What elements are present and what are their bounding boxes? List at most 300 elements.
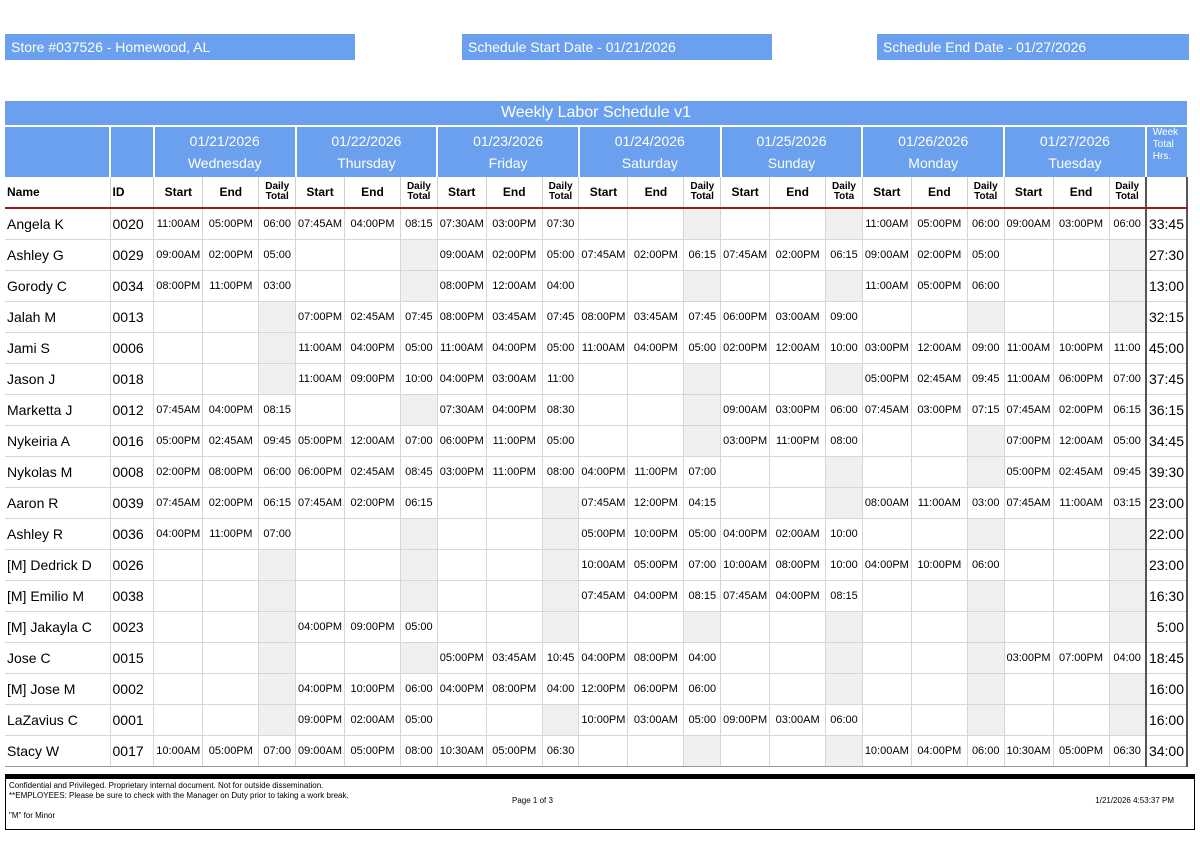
week-total: 39:30 bbox=[1146, 457, 1187, 488]
employee-id: 0008 bbox=[110, 457, 154, 488]
shift-start: 10:00AM bbox=[579, 550, 628, 581]
column-start: Start bbox=[437, 177, 486, 208]
shift-daily-total: 10:00 bbox=[826, 550, 863, 581]
shift-end-empty bbox=[770, 208, 826, 240]
shift-end-empty bbox=[486, 705, 542, 736]
employee-id: 0018 bbox=[110, 364, 154, 395]
shift-daily-total: 05:00 bbox=[401, 333, 438, 364]
employee-id: 0017 bbox=[110, 736, 154, 767]
shift-end-empty bbox=[1053, 240, 1109, 271]
shift-end-empty bbox=[344, 240, 400, 271]
week-total-label-line: Hrs. bbox=[1152, 151, 1172, 162]
shift-end: 11:00PM bbox=[486, 457, 542, 488]
shift-start: 06:00PM bbox=[437, 426, 486, 457]
shift-end: 12:00PM bbox=[628, 488, 684, 519]
column-end: End bbox=[344, 177, 400, 208]
shift-daily-total: 06:30 bbox=[1109, 736, 1146, 767]
shift-end: 07:00PM bbox=[1053, 643, 1109, 674]
shift-start: 11:00AM bbox=[154, 208, 203, 240]
shift-daily-total-empty bbox=[826, 457, 863, 488]
daily-total-label-line: Tota bbox=[833, 191, 855, 202]
shift-end: 11:00AM bbox=[1053, 488, 1109, 519]
shift-end-empty bbox=[1053, 705, 1109, 736]
shift-end-empty bbox=[203, 705, 259, 736]
shift-start: 09:00AM bbox=[296, 736, 345, 767]
week-total: 22:00 bbox=[1146, 519, 1187, 550]
shift-daily-total: 11:00 bbox=[1109, 333, 1146, 364]
shift-end-empty bbox=[486, 581, 542, 612]
week-total: 36:15 bbox=[1146, 395, 1187, 426]
shift-start: 03:00PM bbox=[437, 457, 486, 488]
shift-daily-total: 06:00 bbox=[1109, 208, 1146, 240]
column-daily-total bbox=[401, 177, 438, 208]
shift-start: 07:45AM bbox=[721, 240, 770, 271]
shift-daily-total: 07:30 bbox=[542, 208, 579, 240]
shift-daily-total: 10:00 bbox=[826, 519, 863, 550]
week-total: 23:00 bbox=[1146, 550, 1187, 581]
shift-end-empty bbox=[628, 271, 684, 302]
shift-end-empty bbox=[203, 302, 259, 333]
shift-end: 02:45AM bbox=[344, 302, 400, 333]
shift-daily-total-empty bbox=[967, 581, 1004, 612]
shift-end: 11:00PM bbox=[770, 426, 826, 457]
shift-daily-total: 05:00 bbox=[684, 333, 721, 364]
table-row bbox=[5, 705, 1187, 736]
table-row bbox=[5, 457, 1187, 488]
shift-end-empty bbox=[628, 395, 684, 426]
shift-daily-total: 06:15 bbox=[684, 240, 721, 271]
shift-end: 08:00PM bbox=[770, 550, 826, 581]
table-row bbox=[5, 208, 1187, 240]
shift-daily-total-empty bbox=[826, 674, 863, 705]
shift-end: 05:00PM bbox=[628, 550, 684, 581]
shift-start: 07:45AM bbox=[1004, 488, 1053, 519]
column-daily-total bbox=[259, 177, 296, 208]
schedule-table bbox=[5, 101, 1188, 767]
shift-end: 02:45AM bbox=[911, 364, 967, 395]
shift-start-empty bbox=[1004, 581, 1053, 612]
shift-daily-total-empty bbox=[259, 612, 296, 643]
day-date-1: 01/22/2026 bbox=[296, 126, 438, 149]
employee-name: Nykolas M bbox=[5, 457, 110, 488]
shift-daily-total: 05:00 bbox=[542, 240, 579, 271]
shift-daily-total: 09:00 bbox=[967, 333, 1004, 364]
shift-daily-total: 06:00 bbox=[967, 271, 1004, 302]
shift-start-empty bbox=[862, 612, 911, 643]
shift-end: 04:00PM bbox=[203, 395, 259, 426]
day-name-1: Thursday bbox=[296, 149, 438, 177]
shift-daily-total-empty bbox=[684, 364, 721, 395]
shift-start: 11:00AM bbox=[1004, 364, 1053, 395]
shift-daily-total-empty bbox=[259, 333, 296, 364]
shift-end: 04:00PM bbox=[770, 581, 826, 612]
shift-daily-total: 06:30 bbox=[542, 736, 579, 767]
shift-daily-total-empty bbox=[401, 240, 438, 271]
shift-daily-total: 05:00 bbox=[967, 240, 1004, 271]
day-date-4: 01/25/2026 bbox=[721, 126, 863, 149]
shift-end: 11:00PM bbox=[486, 426, 542, 457]
shift-end-empty bbox=[911, 674, 967, 705]
shift-start-empty bbox=[296, 519, 345, 550]
shift-daily-total: 06:00 bbox=[259, 457, 296, 488]
week-total: 34:00 bbox=[1146, 736, 1187, 767]
shift-end-empty bbox=[344, 643, 400, 674]
shift-end: 10:00PM bbox=[1053, 333, 1109, 364]
shift-daily-total: 10:00 bbox=[826, 333, 863, 364]
column-start: Start bbox=[862, 177, 911, 208]
shift-start-empty bbox=[579, 395, 628, 426]
column-end: End bbox=[1053, 177, 1109, 208]
shift-daily-total: 07:00 bbox=[1109, 364, 1146, 395]
shift-daily-total-empty bbox=[1109, 240, 1146, 271]
employee-id: 0038 bbox=[110, 581, 154, 612]
shift-end-empty bbox=[203, 612, 259, 643]
shift-daily-total: 06:15 bbox=[259, 488, 296, 519]
table-row bbox=[5, 612, 1187, 643]
schedule-end-date: Schedule End Date - 01/27/2026 bbox=[877, 34, 1189, 60]
shift-end: 04:00PM bbox=[486, 333, 542, 364]
shift-end: 11:00AM bbox=[911, 488, 967, 519]
shift-daily-total: 05:00 bbox=[401, 705, 438, 736]
employee-name: Ashley G bbox=[5, 240, 110, 271]
shift-start: 05:00PM bbox=[862, 364, 911, 395]
shift-start: 05:00PM bbox=[154, 426, 203, 457]
shift-daily-total-empty bbox=[401, 550, 438, 581]
shift-daily-total: 04:00 bbox=[684, 643, 721, 674]
page-footer bbox=[5, 774, 1195, 830]
shift-daily-total: 07:00 bbox=[259, 736, 296, 767]
shift-end-empty bbox=[1053, 581, 1109, 612]
store-label: Store #037526 - Homewood, AL bbox=[5, 34, 355, 60]
day-date-5: 01/26/2026 bbox=[862, 126, 1004, 149]
shift-start-empty bbox=[1004, 271, 1053, 302]
shift-end-empty bbox=[1053, 550, 1109, 581]
shift-daily-total-empty bbox=[967, 674, 1004, 705]
shift-start-empty bbox=[154, 612, 203, 643]
shift-start-empty bbox=[721, 364, 770, 395]
shift-end-empty bbox=[1053, 674, 1109, 705]
shift-daily-total-empty bbox=[401, 519, 438, 550]
shift-start: 04:00PM bbox=[437, 364, 486, 395]
week-total: 18:45 bbox=[1146, 643, 1187, 674]
table-row bbox=[5, 488, 1187, 519]
column-daily-total bbox=[1109, 177, 1146, 208]
shift-start: 04:00PM bbox=[296, 674, 345, 705]
shift-start-empty bbox=[154, 364, 203, 395]
shift-daily-total: 08:15 bbox=[401, 208, 438, 240]
shift-daily-total: 08:15 bbox=[259, 395, 296, 426]
shift-end: 05:00PM bbox=[344, 736, 400, 767]
shift-daily-total-empty bbox=[1109, 705, 1146, 736]
daily-total-label-line: Total bbox=[407, 191, 431, 202]
shift-start-empty bbox=[154, 643, 203, 674]
shift-daily-total-empty bbox=[259, 674, 296, 705]
employee-id: 0023 bbox=[110, 612, 154, 643]
shift-daily-total-empty bbox=[684, 612, 721, 643]
shift-start-empty bbox=[154, 674, 203, 705]
shift-daily-total: 09:00 bbox=[826, 302, 863, 333]
shift-start: 02:00PM bbox=[154, 457, 203, 488]
employee-name: Stacy W bbox=[5, 736, 110, 767]
shift-start-empty bbox=[579, 208, 628, 240]
shift-daily-total-empty bbox=[259, 364, 296, 395]
week-total: 16:00 bbox=[1146, 674, 1187, 705]
shift-end-empty bbox=[344, 550, 400, 581]
shift-start-empty bbox=[862, 457, 911, 488]
day-name-0: Wednesday bbox=[154, 149, 296, 177]
week-total-header bbox=[1146, 126, 1187, 177]
shift-end-empty bbox=[486, 488, 542, 519]
shift-end-empty bbox=[344, 519, 400, 550]
shift-end-empty bbox=[911, 457, 967, 488]
shift-end: 10:00PM bbox=[628, 519, 684, 550]
shift-start-empty bbox=[437, 519, 486, 550]
employee-name: [M] Jose M bbox=[5, 674, 110, 705]
employee-id: 0020 bbox=[110, 208, 154, 240]
shift-daily-total: 07:00 bbox=[401, 426, 438, 457]
shift-end-empty bbox=[770, 271, 826, 302]
shift-start-empty bbox=[1004, 302, 1053, 333]
shift-end-empty bbox=[770, 612, 826, 643]
column-start: Start bbox=[1004, 177, 1053, 208]
employee-id: 0013 bbox=[110, 302, 154, 333]
week-total: 23:00 bbox=[1146, 488, 1187, 519]
column-daily-total bbox=[826, 177, 863, 208]
shift-start: 10:00PM bbox=[579, 705, 628, 736]
week-total-label-line: Total bbox=[1152, 139, 1174, 150]
shift-daily-total: 05:00 bbox=[401, 612, 438, 643]
week-total: 27:30 bbox=[1146, 240, 1187, 271]
shift-start-empty bbox=[437, 581, 486, 612]
shift-daily-total-empty bbox=[259, 581, 296, 612]
shift-daily-total-empty bbox=[826, 208, 863, 240]
shift-start-empty bbox=[296, 643, 345, 674]
week-total-label-line: Week bbox=[1152, 127, 1179, 138]
shift-end: 03:45AM bbox=[486, 643, 542, 674]
shift-daily-total-empty bbox=[259, 302, 296, 333]
shift-start-empty bbox=[862, 426, 911, 457]
shift-end: 04:00PM bbox=[486, 395, 542, 426]
shift-daily-total-empty bbox=[542, 705, 579, 736]
column-daily-total bbox=[967, 177, 1004, 208]
employee-name: Marketta J bbox=[5, 395, 110, 426]
table-row bbox=[5, 674, 1187, 705]
table-row bbox=[5, 426, 1187, 457]
shift-daily-total: 07:45 bbox=[401, 302, 438, 333]
shift-daily-total: 10:00 bbox=[401, 364, 438, 395]
shift-end: 05:00PM bbox=[911, 271, 967, 302]
table-row bbox=[5, 581, 1187, 612]
shift-daily-total: 07:00 bbox=[684, 550, 721, 581]
shift-start-empty bbox=[721, 643, 770, 674]
shift-start: 09:00AM bbox=[154, 240, 203, 271]
shift-start: 06:00PM bbox=[296, 457, 345, 488]
shift-daily-total-empty bbox=[684, 208, 721, 240]
shift-start: 04:00PM bbox=[437, 674, 486, 705]
shift-start-empty bbox=[154, 581, 203, 612]
schedule-start-date: Schedule Start Date - 01/21/2026 bbox=[462, 34, 772, 60]
shift-start-empty bbox=[862, 519, 911, 550]
shift-daily-total-empty bbox=[542, 550, 579, 581]
shift-daily-total: 04:00 bbox=[1109, 643, 1146, 674]
shift-daily-total-empty bbox=[826, 488, 863, 519]
table-row bbox=[5, 333, 1187, 364]
day-name-2: Friday bbox=[437, 149, 579, 177]
shift-daily-total: 08:45 bbox=[401, 457, 438, 488]
employee-id: 0016 bbox=[110, 426, 154, 457]
shift-daily-total-empty bbox=[1109, 581, 1146, 612]
shift-daily-total-empty bbox=[826, 736, 863, 767]
table-row bbox=[5, 240, 1187, 271]
shift-daily-total: 08:15 bbox=[684, 581, 721, 612]
shift-start-empty bbox=[579, 364, 628, 395]
shift-end: 02:00AM bbox=[344, 705, 400, 736]
shift-daily-total-empty bbox=[1109, 612, 1146, 643]
shift-start-empty bbox=[579, 271, 628, 302]
shift-start: 09:00PM bbox=[721, 705, 770, 736]
shift-daily-total: 08:00 bbox=[826, 426, 863, 457]
employee-id: 0006 bbox=[110, 333, 154, 364]
column-daily-total bbox=[542, 177, 579, 208]
shift-end: 02:00PM bbox=[344, 488, 400, 519]
employee-id: 0002 bbox=[110, 674, 154, 705]
daily-total-label-line: Daily bbox=[406, 181, 431, 192]
blank-header-cell bbox=[5, 126, 110, 177]
blank-header-cell bbox=[110, 126, 154, 177]
shift-end-empty bbox=[911, 612, 967, 643]
shift-start: 03:00PM bbox=[1004, 643, 1053, 674]
shift-daily-total-empty bbox=[1109, 674, 1146, 705]
shift-end: 12:00AM bbox=[770, 333, 826, 364]
shift-end: 08:00PM bbox=[203, 457, 259, 488]
shift-start: 11:00AM bbox=[862, 208, 911, 240]
shift-start-empty bbox=[862, 643, 911, 674]
shift-daily-total-empty bbox=[542, 581, 579, 612]
column-week-total bbox=[1146, 177, 1187, 208]
day-date-2: 01/23/2026 bbox=[437, 126, 579, 149]
shift-start-empty bbox=[1004, 674, 1053, 705]
shift-start: 11:00AM bbox=[1004, 333, 1053, 364]
shift-daily-total: 06:15 bbox=[1109, 395, 1146, 426]
shift-start: 11:00AM bbox=[437, 333, 486, 364]
table-row bbox=[5, 643, 1187, 674]
shift-start-empty bbox=[437, 612, 486, 643]
shift-daily-total-empty bbox=[967, 519, 1004, 550]
table-row bbox=[5, 364, 1187, 395]
day-date-0: 01/21/2026 bbox=[154, 126, 296, 149]
shift-start-empty bbox=[1004, 550, 1053, 581]
shift-daily-total: 08:00 bbox=[401, 736, 438, 767]
shift-start: 10:30AM bbox=[1004, 736, 1053, 767]
shift-daily-total: 06:00 bbox=[967, 736, 1004, 767]
column-start: Start bbox=[579, 177, 628, 208]
shift-daily-total: 04:00 bbox=[542, 271, 579, 302]
shift-daily-total: 07:45 bbox=[542, 302, 579, 333]
shift-daily-total: 09:45 bbox=[259, 426, 296, 457]
shift-end-empty bbox=[486, 519, 542, 550]
column-start: Start bbox=[721, 177, 770, 208]
shift-start-empty bbox=[862, 705, 911, 736]
shift-start: 11:00AM bbox=[862, 271, 911, 302]
shift-daily-total: 07:15 bbox=[967, 395, 1004, 426]
shift-end: 09:00PM bbox=[344, 612, 400, 643]
shift-start-empty bbox=[154, 333, 203, 364]
week-total: 32:15 bbox=[1146, 302, 1187, 333]
shift-daily-total-empty bbox=[684, 426, 721, 457]
week-total: 5:00 bbox=[1146, 612, 1187, 643]
shift-start: 08:00PM bbox=[437, 302, 486, 333]
daily-total-label-line: Total bbox=[690, 191, 714, 202]
daily-total-label-line: Daily bbox=[832, 181, 856, 192]
shift-end-empty bbox=[486, 612, 542, 643]
shift-end-empty bbox=[203, 643, 259, 674]
shift-start: 07:45AM bbox=[154, 488, 203, 519]
shift-daily-total-empty bbox=[259, 550, 296, 581]
shift-end-empty bbox=[344, 395, 400, 426]
shift-end-empty bbox=[203, 364, 259, 395]
employee-name: LaZavius C bbox=[5, 705, 110, 736]
shift-daily-total: 05:00 bbox=[542, 426, 579, 457]
shift-daily-total: 03:00 bbox=[967, 488, 1004, 519]
table-row bbox=[5, 395, 1187, 426]
page-number: Page 1 of 3 bbox=[512, 796, 553, 805]
shift-end-empty bbox=[770, 364, 826, 395]
shift-daily-total: 05:00 bbox=[542, 333, 579, 364]
day-date-6: 01/27/2026 bbox=[1004, 126, 1146, 149]
shift-daily-total: 03:00 bbox=[259, 271, 296, 302]
column-end: End bbox=[203, 177, 259, 208]
minor-legend: "M" for Minor bbox=[9, 811, 56, 820]
shift-start-empty bbox=[862, 302, 911, 333]
employee-name: Angela K bbox=[5, 208, 110, 240]
shift-end: 02:00PM bbox=[486, 240, 542, 271]
shift-end-empty bbox=[911, 519, 967, 550]
shift-start-empty bbox=[296, 581, 345, 612]
day-name-3: Saturday bbox=[579, 149, 721, 177]
shift-daily-total-empty bbox=[826, 364, 863, 395]
shift-start: 05:00PM bbox=[1004, 457, 1053, 488]
shift-end: 03:00PM bbox=[770, 395, 826, 426]
shift-end-empty bbox=[203, 581, 259, 612]
shift-daily-total: 05:00 bbox=[259, 240, 296, 271]
shift-daily-total: 08:30 bbox=[542, 395, 579, 426]
shift-end: 02:00AM bbox=[770, 519, 826, 550]
shift-start-empty bbox=[1004, 240, 1053, 271]
shift-start: 11:00AM bbox=[579, 333, 628, 364]
shift-end: 02:45AM bbox=[344, 457, 400, 488]
shift-end: 02:00PM bbox=[911, 240, 967, 271]
employee-id: 0026 bbox=[110, 550, 154, 581]
shift-start: 08:00PM bbox=[437, 271, 486, 302]
shift-end-empty bbox=[628, 364, 684, 395]
shift-end-empty bbox=[770, 736, 826, 767]
shift-start-empty bbox=[154, 705, 203, 736]
shift-end-empty bbox=[1053, 271, 1109, 302]
shift-end: 05:00PM bbox=[1053, 736, 1109, 767]
shift-daily-total-empty bbox=[1109, 271, 1146, 302]
shift-end-empty bbox=[203, 333, 259, 364]
daily-total-label-line: Daily bbox=[265, 181, 290, 192]
shift-start: 05:00PM bbox=[296, 426, 345, 457]
shift-start: 08:00PM bbox=[579, 302, 628, 333]
employee-id: 0029 bbox=[110, 240, 154, 271]
shift-start-empty bbox=[579, 612, 628, 643]
confidential-note: Confidential and Privileged. Proprietary internal document. Not for outside dissemination. bbox=[9, 781, 324, 790]
shift-end: 11:00PM bbox=[628, 457, 684, 488]
shift-start: 03:00PM bbox=[862, 333, 911, 364]
shift-end-empty bbox=[770, 457, 826, 488]
shift-end-empty bbox=[911, 581, 967, 612]
